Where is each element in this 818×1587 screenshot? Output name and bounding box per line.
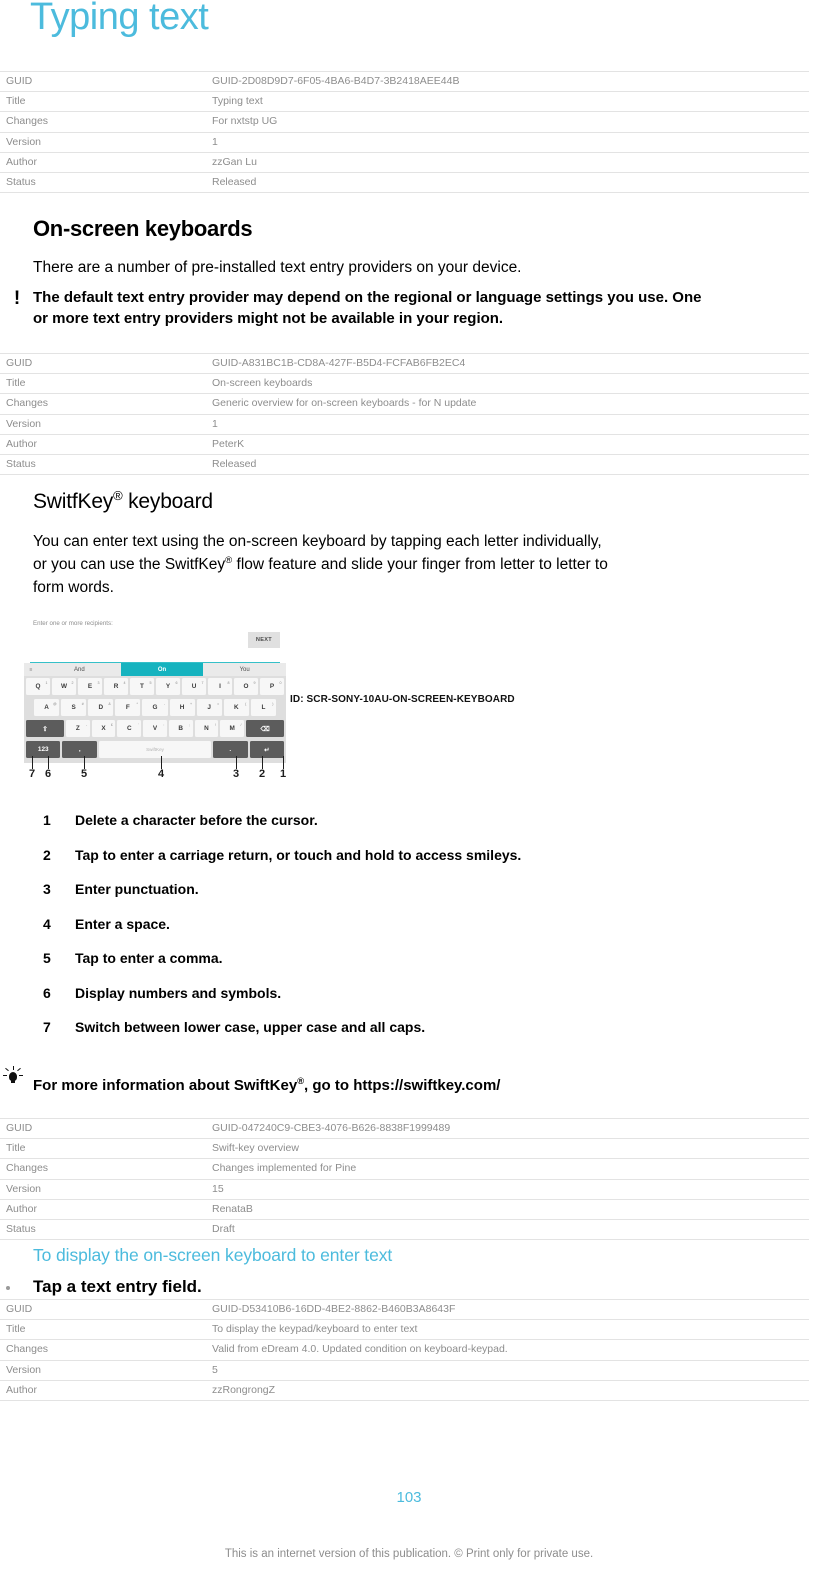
numbers-symbols-key[interactable]: 123 bbox=[26, 741, 60, 758]
meta-label-changes: Changes bbox=[6, 1343, 49, 1356]
table-row bbox=[0, 434, 809, 454]
key-q[interactable]: Q 1 bbox=[26, 678, 50, 695]
callout-item-text: Delete a character before the cursor. bbox=[75, 812, 318, 828]
meta-label-guid: GUID bbox=[6, 357, 33, 369]
table-row bbox=[0, 1220, 809, 1240]
key-sub-label: 7 bbox=[201, 680, 204, 685]
next-button[interactable]: NEXT bbox=[248, 632, 280, 648]
callout-item-number: 6 bbox=[43, 984, 51, 1001]
tip-text-post: , go to https://swiftkey.com/ bbox=[304, 1077, 501, 1094]
registered-mark: ® bbox=[113, 488, 123, 503]
key-sub-label: # bbox=[81, 701, 84, 706]
heading-swiftkey-keyboard bbox=[33, 490, 213, 514]
key-sub-label: = bbox=[217, 701, 220, 706]
list-item bbox=[0, 985, 818, 1020]
table-row bbox=[0, 374, 809, 394]
heading-swiftkey-text: SwitfKey bbox=[33, 490, 114, 513]
key-sub-label: ! bbox=[214, 722, 216, 727]
meta-value-guid: GUID-047240C9-CBE3-4076-B626-8838F1999489 bbox=[212, 1122, 451, 1134]
key-sub-label: 4 bbox=[123, 680, 126, 685]
key-a[interactable]: A @ bbox=[34, 699, 59, 716]
period-key[interactable]: . bbox=[213, 741, 247, 758]
callout-item-text: Display numbers and symbols. bbox=[75, 984, 282, 1001]
key-j[interactable]: J = bbox=[197, 699, 222, 716]
meta-label-version: Version bbox=[6, 1363, 42, 1376]
comma-key[interactable]: , bbox=[62, 741, 96, 758]
meta-value-guid: GUID-A831BC1B-CD8A-427F-B5D4-FCFAB6FB2EC4 bbox=[212, 357, 466, 369]
meta-label-author: Author bbox=[6, 155, 37, 168]
figure-callouts bbox=[24, 756, 286, 784]
key-sub-label: 5 bbox=[149, 680, 152, 685]
table-row bbox=[0, 394, 809, 414]
table-row bbox=[0, 1300, 809, 1320]
key-w[interactable]: W 2 bbox=[52, 678, 76, 695]
meta-value-version: 5 bbox=[212, 1363, 218, 1376]
shift-key[interactable]: ⇧ bbox=[26, 720, 64, 737]
meta-label-status: Status bbox=[6, 176, 36, 189]
heading-to-display-keyboard: To display the on-screen keyboard to enter text bbox=[33, 1245, 393, 1265]
callout-item-text: Switch between lower case, upper case and all caps. bbox=[75, 1019, 426, 1035]
table-row bbox=[0, 112, 809, 132]
callout-item-text: Tap to enter a carriage return, or touch and hold to access smileys. bbox=[75, 846, 522, 863]
key-sub-label: ) bbox=[272, 701, 274, 706]
meta-label-author: Author bbox=[6, 437, 37, 450]
callout-item-number: 5 bbox=[43, 950, 51, 966]
keyboard-row-2 bbox=[24, 697, 286, 718]
heading-on-screen-keyboards: On-screen keyboards bbox=[33, 216, 253, 241]
table-row bbox=[0, 414, 809, 434]
meta-label-guid: GUID bbox=[6, 75, 33, 87]
key-sub-label: : bbox=[163, 722, 165, 727]
footer-copyright-note: This is an internet version of this publication. © Print only for private use. bbox=[224, 1548, 594, 1560]
table-row bbox=[0, 354, 809, 374]
table-row bbox=[0, 1320, 809, 1340]
key-sub-label: 0 bbox=[279, 680, 282, 685]
key-s[interactable]: S # bbox=[61, 699, 86, 716]
key-n[interactable]: N ! bbox=[195, 720, 219, 737]
meta-value-changes: For nxtstp UG bbox=[212, 115, 278, 128]
key-o[interactable]: O 9 bbox=[234, 678, 258, 695]
metadata-table-on-screen-keyboards bbox=[0, 353, 809, 475]
suggestion-item-2[interactable]: You bbox=[239, 666, 250, 673]
meta-label-author: Author bbox=[6, 1202, 37, 1215]
note-line-2: or more text entry providers might not be available in your region. bbox=[33, 310, 504, 327]
paragraph-swiftkey-line-1: You can enter text using the on-screen keyboard by tapping each letter individually, bbox=[33, 533, 602, 550]
key-k[interactable]: K ( bbox=[224, 699, 249, 716]
key-d[interactable]: D & bbox=[88, 699, 113, 716]
key-sub-label: 2 bbox=[71, 680, 74, 685]
meta-value-status: Released bbox=[212, 176, 257, 189]
meta-value-version: 1 bbox=[212, 417, 218, 430]
meta-value-author: zzRongrongZ bbox=[212, 1383, 276, 1396]
callout-item-number: 2 bbox=[43, 846, 51, 863]
key-sub-label: ' bbox=[137, 722, 139, 727]
callout-number-3: 3 bbox=[232, 768, 240, 780]
keyboard-row-3 bbox=[24, 718, 286, 739]
table-row bbox=[0, 1139, 809, 1159]
key-u[interactable]: U 7 bbox=[182, 678, 206, 695]
paragraph-swiftkey-line-3: form words. bbox=[33, 579, 114, 596]
table-row bbox=[0, 1159, 809, 1179]
registered-mark: ® bbox=[225, 554, 233, 566]
key-z[interactable]: Z - bbox=[66, 720, 90, 737]
callout-number-5: 5 bbox=[80, 768, 88, 780]
enter-key[interactable]: ↵ bbox=[250, 741, 284, 758]
meta-value-author: zzGan Lu bbox=[212, 155, 257, 168]
key-sub-label: ; bbox=[189, 722, 191, 727]
tip-text-pre: For more information about SwiftKey bbox=[33, 1077, 298, 1094]
meta-value-title: Swift-key overview bbox=[212, 1142, 299, 1155]
meta-label-title: Title bbox=[6, 1323, 26, 1336]
suggestion-item-1[interactable]: On bbox=[121, 663, 204, 676]
callout-number-2: 2 bbox=[258, 768, 266, 780]
key-sub-label: & bbox=[108, 701, 111, 706]
key-h[interactable]: H + bbox=[170, 699, 195, 716]
key-sub-label: ( bbox=[245, 701, 247, 706]
key-b[interactable]: B ; bbox=[169, 720, 193, 737]
callout-item-text: Enter a space. bbox=[75, 915, 170, 932]
warning-icon: ! bbox=[13, 288, 21, 309]
table-row bbox=[0, 173, 809, 193]
key-sub-label: 9 bbox=[253, 680, 256, 685]
list-item bbox=[0, 916, 818, 951]
meta-value-version: 15 bbox=[212, 1182, 224, 1195]
table-row bbox=[0, 1360, 809, 1380]
meta-value-status: Released bbox=[212, 458, 257, 471]
page-title: Typing text bbox=[30, 0, 209, 38]
meta-label-changes: Changes bbox=[6, 1162, 49, 1175]
key-sub-label: + bbox=[190, 701, 193, 706]
key-sub-label: 3 bbox=[97, 680, 100, 685]
meta-value-title: On-screen keyboards bbox=[212, 377, 313, 390]
meta-value-changes: Generic overview for on-screen keyboards - for N update bbox=[212, 397, 477, 410]
key-sub-label: / bbox=[240, 722, 242, 727]
meta-value-status: Draft bbox=[212, 1223, 235, 1236]
bullet-text: Tap a text entry field. bbox=[33, 1277, 202, 1296]
swiftkey-line2-pre: or you can use the SwitfKey bbox=[33, 556, 226, 573]
list-item bbox=[0, 950, 818, 985]
table-row bbox=[0, 1199, 809, 1219]
table-row bbox=[0, 455, 809, 475]
suggestion-item-0[interactable]: And bbox=[73, 666, 85, 673]
key-f[interactable]: F * bbox=[115, 699, 140, 716]
table-row bbox=[0, 152, 809, 172]
meta-value-guid: GUID-D53410B6-16DD-4BE2-8862-B460B3A8643F bbox=[212, 1303, 456, 1315]
meta-value-title: Typing text bbox=[212, 95, 263, 108]
key-g[interactable]: G - bbox=[142, 699, 167, 716]
table-row bbox=[0, 132, 809, 152]
keyboard-panel bbox=[24, 663, 286, 763]
table-row bbox=[0, 1340, 809, 1360]
list-item bbox=[0, 812, 818, 847]
space-key[interactable]: SwiftKey bbox=[99, 741, 211, 758]
recipient-field-area bbox=[24, 616, 286, 663]
note-line-1: The default text entry provider may depend on the regional or language settings you use. One bbox=[33, 289, 702, 306]
heading-swiftkey-suffix: keyboard bbox=[122, 490, 213, 513]
key-sub-label: 8 bbox=[227, 680, 230, 685]
key-sub-label: @ bbox=[52, 701, 57, 706]
registered-mark: ® bbox=[297, 1076, 305, 1086]
callout-item-number: 7 bbox=[43, 1019, 51, 1035]
key-m[interactable]: M / bbox=[220, 720, 244, 737]
key-l[interactable]: L ) bbox=[251, 699, 276, 716]
callout-item-text: Tap to enter a comma. bbox=[75, 950, 223, 966]
meta-label-changes: Changes bbox=[6, 115, 49, 128]
meta-label-title: Title bbox=[6, 95, 26, 108]
metadata-table-display-keyboard bbox=[0, 1299, 809, 1401]
recipient-hint-label: Enter one or more recipients: bbox=[33, 620, 113, 627]
key-c[interactable]: C ' bbox=[117, 720, 141, 737]
meta-label-changes: Changes bbox=[6, 397, 49, 410]
meta-value-author: PeterK bbox=[212, 437, 245, 450]
meta-value-title: To display the keypad/keyboard to enter text bbox=[212, 1323, 418, 1336]
metadata-table-typing-text bbox=[0, 71, 809, 193]
meta-label-version: Version bbox=[6, 1182, 42, 1195]
key-sub-label: 6 bbox=[175, 680, 178, 685]
key-sub-label: - bbox=[86, 722, 88, 727]
list-item bbox=[0, 1019, 818, 1054]
callout-number-7: 7 bbox=[28, 768, 36, 780]
key-e[interactable]: E 3 bbox=[78, 678, 102, 695]
key-sub-label: 1 bbox=[45, 680, 48, 685]
key-i[interactable]: I 8 bbox=[208, 678, 232, 695]
page-number: 103 bbox=[396, 1489, 422, 1506]
callout-number-6: 6 bbox=[44, 768, 52, 780]
meta-label-guid: GUID bbox=[6, 1303, 33, 1315]
key-sub-label: £ bbox=[110, 722, 113, 727]
meta-value-changes: Changes implemented for Pine bbox=[212, 1162, 357, 1175]
table-row bbox=[0, 92, 809, 112]
key-t[interactable]: T 5 bbox=[130, 678, 154, 695]
table-row bbox=[0, 1179, 809, 1199]
list-item bbox=[0, 881, 818, 916]
key-y[interactable]: Y 6 bbox=[156, 678, 180, 695]
callout-item-number: 3 bbox=[43, 881, 51, 897]
meta-label-title: Title bbox=[6, 377, 26, 390]
keyboard-row-1 bbox=[24, 676, 286, 697]
callout-number-1: 1 bbox=[279, 768, 287, 780]
meta-label-version: Version bbox=[6, 417, 42, 430]
table-row bbox=[0, 72, 809, 92]
callout-item-number: 4 bbox=[43, 915, 51, 932]
key-r[interactable]: R 4 bbox=[104, 678, 128, 695]
bullet-dot-icon bbox=[6, 1286, 10, 1290]
callout-item-number: 1 bbox=[43, 812, 51, 828]
key-sub-label: * bbox=[136, 701, 138, 706]
figure-on-screen-keyboard bbox=[24, 616, 286, 784]
key-x[interactable]: X £ bbox=[92, 720, 116, 737]
table-row bbox=[0, 1119, 809, 1139]
lightbulb-icon bbox=[2, 1066, 28, 1086]
meta-value-guid: GUID-2D08D9D7-6F05-4BA6-B4D7-3B2418AEE44B bbox=[212, 75, 460, 87]
meta-label-status: Status bbox=[6, 1223, 36, 1236]
list-item bbox=[0, 847, 818, 882]
paragraph-swiftkey-line-2 bbox=[33, 554, 608, 576]
figure-id-label: ID: SCR-SONY-10AU-ON-SCREEN-KEYBOARD bbox=[290, 694, 515, 705]
paragraph-on-screen-intro: There are a number of pre-installed text entry providers on your device. bbox=[33, 259, 522, 276]
key-v[interactable]: V : bbox=[143, 720, 167, 737]
swiftkey-line2-post: flow feature and slide your finger from letter to letter to bbox=[232, 556, 608, 573]
meta-value-author: RenataB bbox=[212, 1202, 253, 1215]
meta-label-version: Version bbox=[6, 135, 42, 148]
key-p[interactable]: P 0 bbox=[260, 678, 284, 695]
callout-number-4: 4 bbox=[157, 768, 165, 780]
metadata-table-swift-key-overview bbox=[0, 1118, 809, 1240]
meta-label-guid: GUID bbox=[6, 1122, 33, 1134]
backspace-key[interactable]: ⌫ bbox=[246, 720, 284, 737]
key-sub-label: - bbox=[163, 701, 166, 706]
meta-value-changes: Valid from eDream 4.0. Updated condition on keyboard-keypad. bbox=[212, 1343, 508, 1356]
suggestion-menu-icon[interactable]: ≡ bbox=[29, 666, 33, 673]
meta-label-status: Status bbox=[6, 458, 36, 471]
meta-value-version: 1 bbox=[212, 135, 218, 148]
suggestion-bar bbox=[24, 663, 286, 676]
keyboard-screenshot bbox=[24, 616, 286, 756]
callout-description-list bbox=[0, 812, 818, 1054]
meta-label-title: Title bbox=[6, 1142, 26, 1155]
tip-text bbox=[33, 1075, 500, 1096]
meta-label-author: Author bbox=[6, 1383, 37, 1396]
callout-item-text: Enter punctuation. bbox=[75, 881, 199, 897]
table-row bbox=[0, 1380, 809, 1400]
